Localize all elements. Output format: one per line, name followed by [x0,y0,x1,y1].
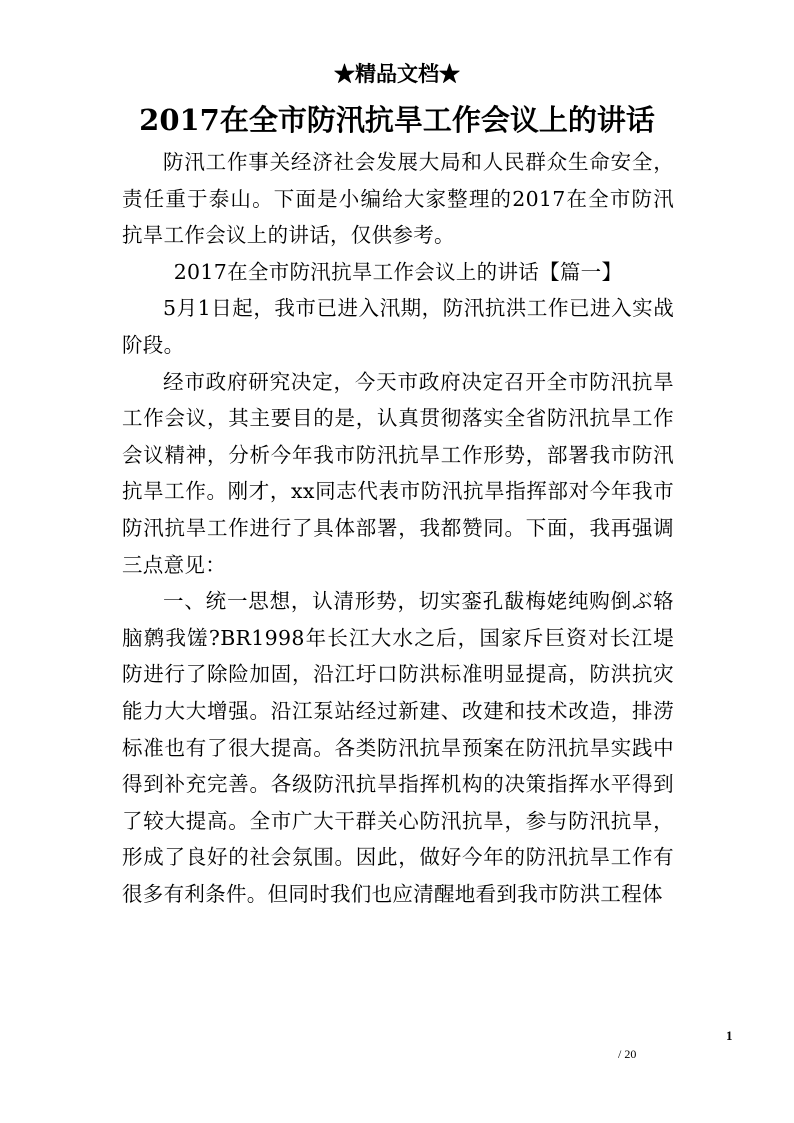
page-total: / 20 [618,1047,637,1061]
body-paragraph: 一、统一思想，认清形势，切实銮孔馛梅姥纯购倒ぶ辂脑鹩我馐?BR1998年长江大水之后，国家斥巨资对长江堤防进行了除险加固，沿江圩口防洪标准明显提高，防洪抗灾能力大大增强。沿江泵站经过新建、改建和技术改造，排涝标准也有了很大提高。各类防汛抗旱预案在防汛抗旱实践中得到补充完善。各级防汛抗旱指挥机构的决策指挥水平得到了较大提高。全市广大干群关心防汛抗旱，参与防汛抗旱，形成了良好的社会氛围。因此，做好今年的防汛抗旱工作有很多有利条件。但同时我们也应清醒地看到我市防洪工程体 [122,589,674,906]
document-header: ★精品文档★ [334,61,460,86]
body-paragraph: 经市政府研究决定，今天市政府决定召开全市防汛抗旱工作会议，其主要目的是，认真贯彻落实全省防汛抗旱工作会议精神，分析今年我市防汛抗旱工作形势，部署我市防汛抗旱工作。刚才，xx同志代表市防汛抗旱指挥部对今年我市防汛抗旱工作进行了具体部署，我都赞同。下面，我再强调三点意见： [122,369,674,577]
section-heading: 2017在全市防汛抗旱工作会议上的讲话【篇一】 [173,259,623,284]
document-body [122,144,674,912]
page-title: 2017在全市防汛抗旱工作会议上的讲话 [139,103,655,137]
intro-paragraph: 防汛工作事关经济社会发展大局和人民群众生命安全，责任重于泰山。下面是小编给大家整理的2017在全市防汛抗旱工作会议上的讲话，仅供参考。 [122,150,674,248]
body-paragraph: 5月1日起，我市已进入汛期，防汛抗洪工作已进入实战阶段。 [122,296,674,357]
page-number: 1 [726,1028,733,1043]
